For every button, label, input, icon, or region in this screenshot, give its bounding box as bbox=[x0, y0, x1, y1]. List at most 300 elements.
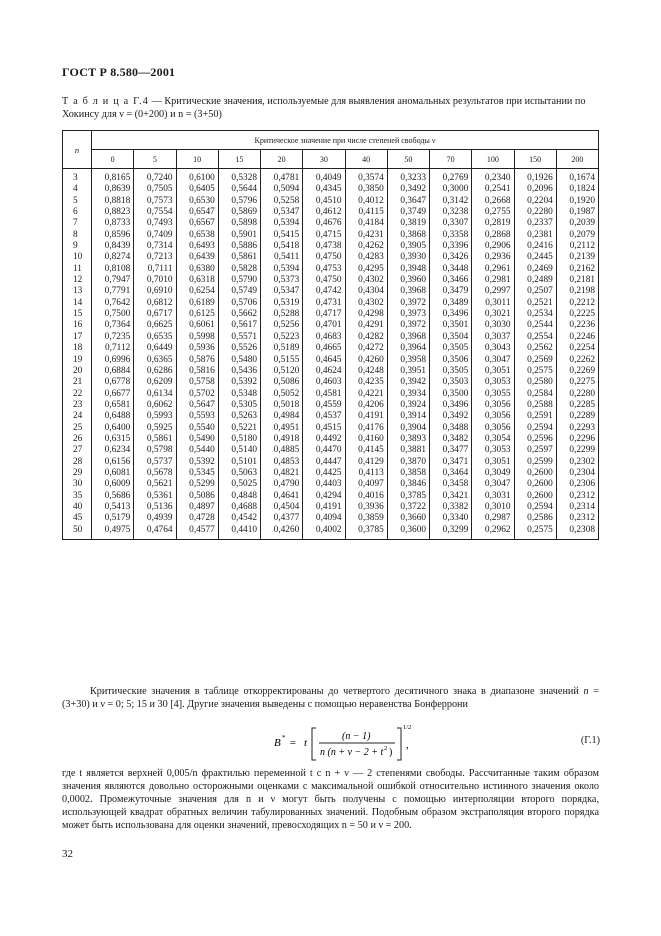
value-cell: 0,5392 bbox=[218, 377, 260, 388]
value-cell: 0,3850 bbox=[345, 184, 387, 195]
value-cell: 0,2981 bbox=[472, 275, 514, 286]
value-cell: 0,5018 bbox=[261, 400, 303, 411]
table-row bbox=[63, 241, 599, 252]
value-cell: 0,2584 bbox=[514, 389, 556, 400]
row-n-cell: 5 bbox=[63, 196, 92, 207]
value-cell: 0,2594 bbox=[514, 502, 556, 513]
value-cell: 0,5086 bbox=[261, 377, 303, 388]
value-cell: 0,6400 bbox=[92, 423, 134, 434]
value-cell: 0,2936 bbox=[472, 252, 514, 263]
value-cell: 0,5179 bbox=[92, 513, 134, 524]
table-row bbox=[63, 491, 599, 502]
value-cell: 0,5394 bbox=[261, 264, 303, 275]
value-cell: 0,2668 bbox=[472, 196, 514, 207]
value-cell: 0,3647 bbox=[387, 196, 429, 207]
value-cell: 0,2225 bbox=[556, 309, 598, 320]
value-cell: 0,3047 bbox=[472, 479, 514, 490]
value-cell: 0,2162 bbox=[556, 264, 598, 275]
value-cell: 0,3421 bbox=[430, 491, 472, 502]
value-cell: 0,6717 bbox=[134, 309, 176, 320]
value-cell: 0,5328 bbox=[218, 169, 260, 185]
value-cell: 0,1987 bbox=[556, 207, 598, 218]
row-n-cell: 23 bbox=[63, 400, 92, 411]
value-cell: 0,8439 bbox=[92, 241, 134, 252]
value-cell: 0,2554 bbox=[514, 332, 556, 343]
value-cell: 0,3238 bbox=[430, 207, 472, 218]
document-header: ГОСТ Р 8.580—2001 bbox=[62, 65, 176, 79]
value-cell: 0,4676 bbox=[303, 218, 345, 229]
value-cell: 0,5828 bbox=[218, 264, 260, 275]
value-cell: 0,3942 bbox=[387, 377, 429, 388]
value-cell: 0,5299 bbox=[176, 479, 218, 490]
value-cell: 0,6100 bbox=[176, 169, 218, 185]
value-cell: 0,4272 bbox=[345, 343, 387, 354]
value-cell: 0,5861 bbox=[218, 252, 260, 263]
value-cell: 0,4470 bbox=[303, 445, 345, 456]
value-cell: 0,4304 bbox=[345, 286, 387, 297]
value-cell: 0,4049 bbox=[303, 169, 345, 185]
value-cell: 0,3505 bbox=[430, 366, 472, 377]
value-cell: 0,7505 bbox=[134, 184, 176, 195]
value-cell: 0,3504 bbox=[430, 332, 472, 343]
value-cell: 0,3054 bbox=[472, 434, 514, 445]
value-cell: 0,3233 bbox=[387, 169, 429, 185]
value-cell: 0,4345 bbox=[303, 184, 345, 195]
value-cell: 0,6625 bbox=[134, 320, 176, 331]
value-cell: 0,5063 bbox=[218, 468, 260, 479]
value-cell: 0,3934 bbox=[387, 389, 429, 400]
column-header: 200 bbox=[556, 150, 598, 169]
value-cell: 0,6530 bbox=[176, 196, 218, 207]
value-cell: 0,4145 bbox=[345, 445, 387, 456]
value-cell: 0,7500 bbox=[92, 309, 134, 320]
value-cell: 0,3660 bbox=[387, 513, 429, 524]
value-cell: 0,4260 bbox=[261, 525, 303, 540]
value-cell: 0,5223 bbox=[261, 332, 303, 343]
column-header: 50 bbox=[387, 150, 429, 169]
table-row bbox=[63, 332, 599, 343]
value-cell: 0,6493 bbox=[176, 241, 218, 252]
value-cell: 0,6365 bbox=[134, 355, 176, 366]
value-cell: 0,2599 bbox=[514, 457, 556, 468]
table-row bbox=[63, 479, 599, 490]
value-cell: 0,5361 bbox=[134, 491, 176, 502]
value-cell: 0,4295 bbox=[345, 264, 387, 275]
value-cell: 0,3053 bbox=[472, 377, 514, 388]
value-cell: 0,4542 bbox=[218, 513, 260, 524]
value-cell: 0,3964 bbox=[387, 343, 429, 354]
page-number: 32 bbox=[62, 848, 73, 860]
value-cell: 0,5662 bbox=[218, 309, 260, 320]
value-cell: 0,4753 bbox=[303, 264, 345, 275]
value-cell: 0,4641 bbox=[261, 491, 303, 502]
value-cell: 0,2204 bbox=[514, 196, 556, 207]
row-n-cell: 11 bbox=[63, 264, 92, 275]
value-cell: 0,7364 bbox=[92, 320, 134, 331]
row-n-cell: 15 bbox=[63, 309, 92, 320]
row-n-cell: 13 bbox=[63, 286, 92, 297]
value-cell: 0,3951 bbox=[387, 366, 429, 377]
value-cell: 0,3868 bbox=[387, 230, 429, 241]
value-cell: 0,3972 bbox=[387, 298, 429, 309]
value-cell: 0,6405 bbox=[176, 184, 218, 195]
value-cell: 0,2299 bbox=[556, 445, 598, 456]
value-cell: 0,2534 bbox=[514, 309, 556, 320]
value-cell: 0,3503 bbox=[430, 377, 472, 388]
value-cell: 0,2337 bbox=[514, 218, 556, 229]
table-row bbox=[63, 411, 599, 422]
formula-svg bbox=[270, 722, 600, 762]
table-row bbox=[63, 525, 599, 540]
value-cell: 0,3492 bbox=[430, 411, 472, 422]
value-cell: 0,3489 bbox=[430, 298, 472, 309]
value-cell: 0,5678 bbox=[134, 468, 176, 479]
value-cell: 0,7112 bbox=[92, 343, 134, 354]
value-cell: 0,5737 bbox=[134, 457, 176, 468]
value-cell: 0,8165 bbox=[92, 169, 134, 185]
table-row bbox=[63, 230, 599, 241]
row-n-cell: 26 bbox=[63, 434, 92, 445]
value-cell: 0,3973 bbox=[387, 309, 429, 320]
value-cell: 0,3047 bbox=[472, 355, 514, 366]
value-cell: 0,3936 bbox=[345, 502, 387, 513]
table-row bbox=[63, 207, 599, 218]
row-n-cell: 8 bbox=[63, 230, 92, 241]
value-cell: 0,4731 bbox=[303, 298, 345, 309]
value-cell: 0,3471 bbox=[430, 457, 472, 468]
value-cell: 0,2541 bbox=[472, 184, 514, 195]
formula-lhs: B bbox=[274, 737, 281, 749]
value-cell: 0,3785 bbox=[387, 491, 429, 502]
value-cell: 0,3448 bbox=[430, 264, 472, 275]
value-cell: 0,4291 bbox=[345, 320, 387, 331]
value-cell: 0,2340 bbox=[472, 169, 514, 185]
value-cell: 0,2906 bbox=[472, 241, 514, 252]
value-cell: 0,3477 bbox=[430, 445, 472, 456]
value-cell: 0,5189 bbox=[261, 343, 303, 354]
value-cell: 0,5936 bbox=[176, 343, 218, 354]
value-cell: 0,5436 bbox=[218, 366, 260, 377]
value-cell: 0,4262 bbox=[345, 241, 387, 252]
value-cell: 0,2961 bbox=[472, 264, 514, 275]
value-cell: 0,2269 bbox=[556, 366, 598, 377]
value-cell: 0,2769 bbox=[430, 169, 472, 185]
table-row bbox=[63, 298, 599, 309]
value-cell: 0,5180 bbox=[218, 434, 260, 445]
formula-den-sup: 2 bbox=[384, 745, 388, 752]
value-cell: 0,2868 bbox=[472, 230, 514, 241]
value-cell: 0,2562 bbox=[514, 343, 556, 354]
table-row bbox=[63, 196, 599, 207]
row-n-cell: 35 bbox=[63, 491, 92, 502]
value-cell: 0,4113 bbox=[345, 468, 387, 479]
value-cell: 0,4302 bbox=[345, 275, 387, 286]
value-cell: 0,3905 bbox=[387, 241, 429, 252]
value-cell: 0,3011 bbox=[472, 298, 514, 309]
table-body bbox=[63, 169, 599, 540]
value-cell: 0,6315 bbox=[92, 434, 134, 445]
table-row bbox=[63, 423, 599, 434]
value-cell: 0,7111 bbox=[134, 264, 176, 275]
value-cell: 0,5886 bbox=[218, 241, 260, 252]
value-cell: 0,4581 bbox=[303, 389, 345, 400]
value-cell: 0,3053 bbox=[472, 445, 514, 456]
value-cell: 0,3968 bbox=[387, 286, 429, 297]
row-n-cell: 24 bbox=[63, 411, 92, 422]
value-cell: 0,2181 bbox=[556, 275, 598, 286]
table-row bbox=[63, 377, 599, 388]
value-cell: 0,5758 bbox=[176, 377, 218, 388]
row-n-cell: 10 bbox=[63, 252, 92, 263]
value-cell: 0,3506 bbox=[430, 355, 472, 366]
table-row bbox=[63, 218, 599, 229]
table-row bbox=[63, 355, 599, 366]
value-cell: 0,5796 bbox=[218, 196, 260, 207]
value-cell: 0,2544 bbox=[514, 320, 556, 331]
value-cell: 0,2314 bbox=[556, 502, 598, 513]
definition-paragraph: где t является верхней 0,005/n фрактилью переменной t с n + ν — 2 степенями свободы. Рассчитанные таким образом значения являются довольно осторожными оценками с максимальной ошибкой относительно истинного значения около 0,0002. Промежуточные значения для n и ν могут быть получены с помощью интерполяции второго порядка, использующей квадрат обратных величин табулированных значений. Подобным образом экстраполяция второго порядка может быть использована для оценки значений, превосходящих n = 50 и ν = 200. bbox=[62, 768, 599, 831]
value-cell: 0,3574 bbox=[345, 169, 387, 185]
formula-eq: = bbox=[287, 737, 299, 749]
table-row bbox=[63, 320, 599, 331]
formula-den-close: ) bbox=[389, 747, 393, 758]
value-cell: 0,5876 bbox=[176, 355, 218, 366]
value-cell: 0,6156 bbox=[92, 457, 134, 468]
value-cell: 0,5686 bbox=[92, 491, 134, 502]
value-cell: 0,5373 bbox=[261, 275, 303, 286]
value-cell: 0,4848 bbox=[218, 491, 260, 502]
value-cell: 0,2212 bbox=[556, 298, 598, 309]
value-cell: 0,3914 bbox=[387, 411, 429, 422]
value-cell: 0,5140 bbox=[218, 445, 260, 456]
value-cell: 0,6062 bbox=[134, 400, 176, 411]
value-cell: 0,2285 bbox=[556, 400, 598, 411]
value-cell: 0,7791 bbox=[92, 286, 134, 297]
para1-n: n bbox=[583, 686, 589, 697]
value-cell: 0,5120 bbox=[261, 366, 303, 377]
value-cell: 0,2819 bbox=[472, 218, 514, 229]
equation-number: (Г.1) bbox=[580, 735, 600, 746]
value-cell: 0,3000 bbox=[430, 184, 472, 195]
formula-power: 1/2 bbox=[403, 724, 412, 731]
value-cell: 0,3859 bbox=[345, 513, 387, 524]
value-cell: 0,5993 bbox=[134, 411, 176, 422]
value-cell: 0,3466 bbox=[430, 275, 472, 286]
value-cell: 0,4717 bbox=[303, 309, 345, 320]
column-header: 15 bbox=[218, 150, 260, 169]
value-cell: 0,6380 bbox=[176, 264, 218, 275]
value-cell: 0,2381 bbox=[514, 230, 556, 241]
value-cell: 0,3505 bbox=[430, 343, 472, 354]
value-cell: 0,7213 bbox=[134, 252, 176, 263]
value-cell: 0,3056 bbox=[472, 423, 514, 434]
value-cell: 0,7314 bbox=[134, 241, 176, 252]
value-cell: 0,2275 bbox=[556, 377, 598, 388]
value-cell: 0,2575 bbox=[514, 525, 556, 540]
value-cell: 0,5221 bbox=[218, 423, 260, 434]
value-cell: 0,4764 bbox=[134, 525, 176, 540]
value-cell: 0,2521 bbox=[514, 298, 556, 309]
value-cell: 0,4294 bbox=[303, 491, 345, 502]
value-cell: 0,2469 bbox=[514, 264, 556, 275]
value-cell: 0,5621 bbox=[134, 479, 176, 490]
value-cell: 0,5706 bbox=[218, 298, 260, 309]
value-cell: 0,2507 bbox=[514, 286, 556, 297]
value-cell: 0,4612 bbox=[303, 207, 345, 218]
value-cell: 0,2594 bbox=[514, 423, 556, 434]
value-cell: 0,5025 bbox=[218, 479, 260, 490]
value-cell: 0,4853 bbox=[261, 457, 303, 468]
table-row bbox=[63, 457, 599, 468]
column-header: 30 bbox=[303, 150, 345, 169]
value-cell: 0,2246 bbox=[556, 332, 598, 343]
value-cell: 0,1824 bbox=[556, 184, 598, 195]
value-cell: 0,4160 bbox=[345, 434, 387, 445]
value-cell: 0,5136 bbox=[134, 502, 176, 513]
value-cell: 0,6677 bbox=[92, 389, 134, 400]
value-cell: 0,7493 bbox=[134, 218, 176, 229]
value-cell: 0,4221 bbox=[345, 389, 387, 400]
value-cell: 0,3426 bbox=[430, 252, 472, 263]
row-n-cell: 4 bbox=[63, 184, 92, 195]
value-cell: 0,4302 bbox=[345, 298, 387, 309]
column-header: 40 bbox=[345, 150, 387, 169]
value-cell: 0,3501 bbox=[430, 320, 472, 331]
value-cell: 0,4951 bbox=[261, 423, 303, 434]
value-cell: 0,2254 bbox=[556, 343, 598, 354]
value-cell: 0,6318 bbox=[176, 275, 218, 286]
row-n-cell: 17 bbox=[63, 332, 92, 343]
value-cell: 0,3055 bbox=[472, 389, 514, 400]
value-cell: 0,4559 bbox=[303, 400, 345, 411]
value-cell: 0,4750 bbox=[303, 275, 345, 286]
value-cell: 0,4742 bbox=[303, 286, 345, 297]
value-cell: 0,6286 bbox=[134, 366, 176, 377]
value-cell: 0,3496 bbox=[430, 400, 472, 411]
value-cell: 0,6778 bbox=[92, 377, 134, 388]
value-cell: 0,2591 bbox=[514, 411, 556, 422]
value-cell: 0,5798 bbox=[134, 445, 176, 456]
value-cell: 0,2596 bbox=[514, 434, 556, 445]
value-cell: 0,4002 bbox=[303, 525, 345, 540]
n-column-header: n bbox=[63, 131, 92, 169]
value-cell: 0,3858 bbox=[387, 468, 429, 479]
value-cell: 0,3924 bbox=[387, 400, 429, 411]
value-cell: 0,2096 bbox=[514, 184, 556, 195]
row-n-cell: 12 bbox=[63, 275, 92, 286]
value-cell: 0,3010 bbox=[472, 502, 514, 513]
value-cell: 0,6254 bbox=[176, 286, 218, 297]
value-cell: 0,3930 bbox=[387, 252, 429, 263]
value-cell: 0,3464 bbox=[430, 468, 472, 479]
value-cell: 0,4191 bbox=[345, 411, 387, 422]
table-row bbox=[63, 286, 599, 297]
value-cell: 0,6812 bbox=[134, 298, 176, 309]
value-cell: 0,4377 bbox=[261, 513, 303, 524]
value-cell: 0,7240 bbox=[134, 169, 176, 185]
row-n-cell: 28 bbox=[63, 457, 92, 468]
value-cell: 0,2280 bbox=[556, 389, 598, 400]
formula-numerator: (n − 1) bbox=[342, 731, 371, 742]
value-cell: 0,3031 bbox=[472, 491, 514, 502]
value-cell: 0,5440 bbox=[176, 445, 218, 456]
value-cell: 0,6081 bbox=[92, 468, 134, 479]
row-n-cell: 7 bbox=[63, 218, 92, 229]
value-cell: 0,3492 bbox=[387, 184, 429, 195]
value-cell: 0,5256 bbox=[261, 320, 303, 331]
row-n-cell: 45 bbox=[63, 513, 92, 524]
value-cell: 0,4097 bbox=[345, 479, 387, 490]
value-cell: 0,2445 bbox=[514, 252, 556, 263]
value-cell: 0,3043 bbox=[472, 343, 514, 354]
value-cell: 0,5319 bbox=[261, 298, 303, 309]
value-cell: 0,5394 bbox=[261, 218, 303, 229]
value-cell: 0,4750 bbox=[303, 252, 345, 263]
value-cell: 0,1920 bbox=[556, 196, 598, 207]
table-caption-text: — Критические значения, используемые для выявления аномальных результатов при испытании по Хокинсу для ν = (0+200) и n = (3+50) bbox=[62, 96, 586, 120]
table-label: Т а б л и ц а Г.4 bbox=[62, 96, 150, 107]
value-cell: 0,6567 bbox=[176, 218, 218, 229]
row-n-cell: 9 bbox=[63, 241, 92, 252]
value-cell: 0,5052 bbox=[261, 389, 303, 400]
value-cell: 0,4298 bbox=[345, 309, 387, 320]
value-cell: 0,3968 bbox=[387, 332, 429, 343]
value-cell: 0,5411 bbox=[261, 252, 303, 263]
value-cell: 0,1674 bbox=[556, 169, 598, 185]
value-cell: 0,3299 bbox=[430, 525, 472, 540]
value-cell: 0,8108 bbox=[92, 264, 134, 275]
value-cell: 0,4939 bbox=[134, 513, 176, 524]
value-cell: 0,6535 bbox=[134, 332, 176, 343]
table-row bbox=[63, 264, 599, 275]
value-cell: 0,5413 bbox=[92, 502, 134, 513]
value-cell: 0,2600 bbox=[514, 491, 556, 502]
value-cell: 0,4688 bbox=[218, 502, 260, 513]
value-cell: 0,3488 bbox=[430, 423, 472, 434]
value-cell: 0,5526 bbox=[218, 343, 260, 354]
value-cell: 0,4012 bbox=[345, 196, 387, 207]
value-cell: 0,3307 bbox=[430, 218, 472, 229]
value-cell: 0,6581 bbox=[92, 400, 134, 411]
value-cell: 0,5094 bbox=[261, 184, 303, 195]
value-cell: 0,3056 bbox=[472, 411, 514, 422]
value-cell: 0,2079 bbox=[556, 230, 598, 241]
value-cell: 0,5418 bbox=[261, 241, 303, 252]
value-cell: 0,4885 bbox=[261, 445, 303, 456]
value-cell: 0,3904 bbox=[387, 423, 429, 434]
table-row bbox=[63, 169, 599, 185]
table-row bbox=[63, 513, 599, 524]
value-cell: 0,2262 bbox=[556, 355, 598, 366]
value-cell: 0,6061 bbox=[176, 320, 218, 331]
value-cell: 0,3749 bbox=[387, 207, 429, 218]
value-cell: 0,6209 bbox=[134, 377, 176, 388]
row-n-cell: 30 bbox=[63, 479, 92, 490]
value-cell: 0,5593 bbox=[176, 411, 218, 422]
value-cell: 0,4975 bbox=[92, 525, 134, 540]
value-cell: 0,5571 bbox=[218, 332, 260, 343]
value-cell: 0,6547 bbox=[176, 207, 218, 218]
value-cell: 0,4447 bbox=[303, 457, 345, 468]
value-cell: 0,2586 bbox=[514, 513, 556, 524]
column-header: 5 bbox=[134, 150, 176, 169]
value-cell: 0,2312 bbox=[556, 491, 598, 502]
value-cell: 0,2302 bbox=[556, 457, 598, 468]
table-row bbox=[63, 309, 599, 320]
value-cell: 0,5925 bbox=[134, 423, 176, 434]
value-cell: 0,5816 bbox=[176, 366, 218, 377]
value-cell: 0,3358 bbox=[430, 230, 472, 241]
